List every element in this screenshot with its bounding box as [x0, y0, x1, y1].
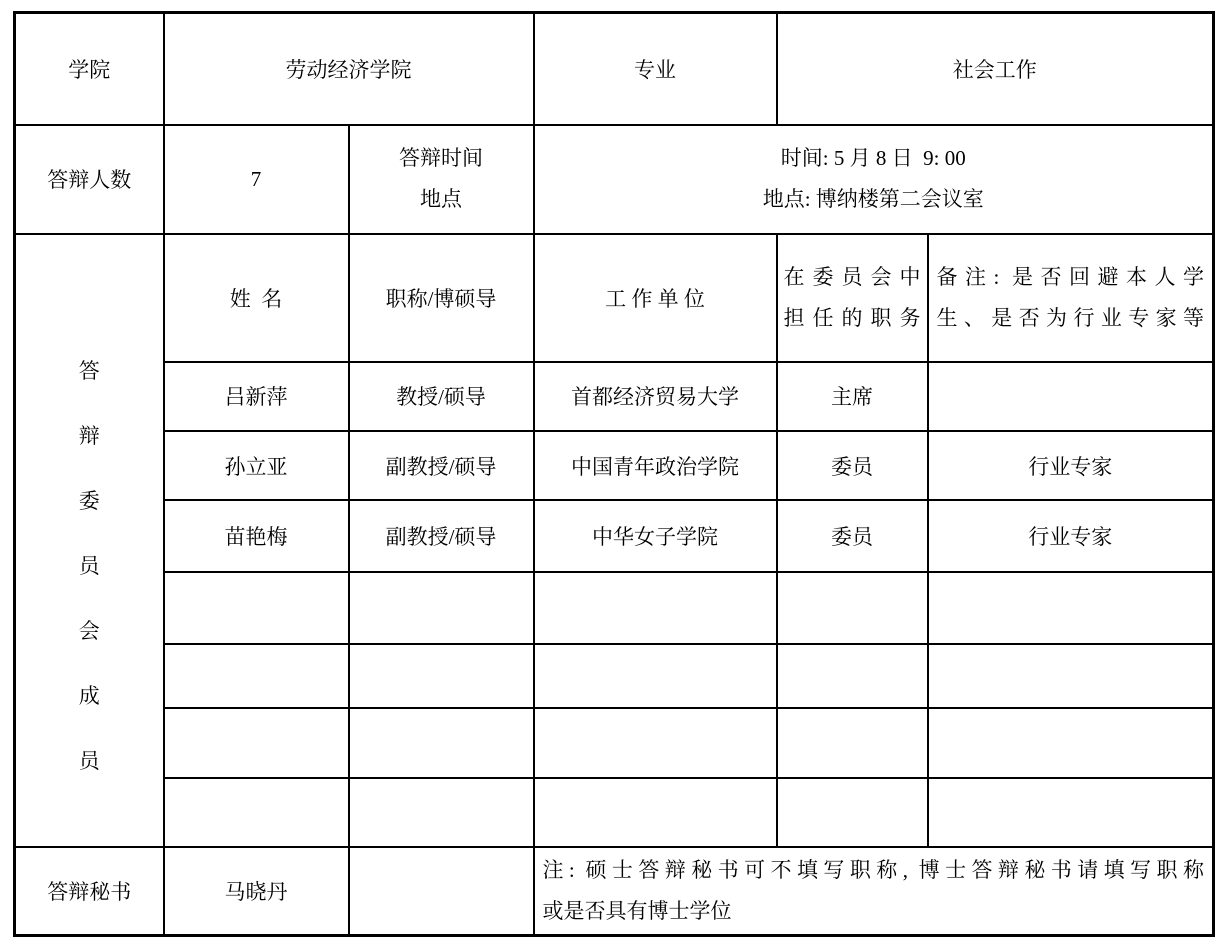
header-workplace-cell: 工 作 单 位 — [534, 234, 777, 362]
member-remark-cell[interactable] — [928, 778, 1214, 847]
secretary-label-cell: 答辩秘书 — [15, 847, 164, 935]
member-title-cell[interactable] — [349, 708, 534, 777]
member-workplace-cell[interactable] — [534, 708, 777, 777]
major-label-cell: 专业 — [534, 13, 777, 125]
member-row — [15, 778, 1214, 847]
member-role-cell[interactable] — [777, 778, 928, 847]
member-remark-cell[interactable] — [928, 362, 1214, 431]
member-name-cell[interactable] — [164, 644, 349, 709]
secretary-name-cell[interactable]: 马晓丹 — [164, 847, 349, 935]
member-name-cell[interactable] — [164, 778, 349, 847]
member-title-cell[interactable]: 副教授/硕导 — [349, 431, 534, 500]
secretary-note-cell: 注: 硕士答辩秘书可不填写职称, 博士答辩秘书请填写职称 或是否具有博士学位 — [534, 847, 1214, 935]
member-row — [15, 362, 1214, 431]
member-remark-cell[interactable]: 行业专家 — [928, 431, 1214, 500]
defense-count-value-cell[interactable]: 7 — [164, 125, 349, 234]
member-row — [15, 644, 1214, 709]
time-place-label-cell: 答辩时间 地点 — [349, 125, 534, 234]
member-row — [15, 708, 1214, 777]
member-row — [15, 500, 1214, 572]
college-value-cell[interactable]: 劳动经济学院 — [164, 13, 534, 125]
member-remark-cell[interactable]: 行业专家 — [928, 500, 1214, 572]
member-name-cell[interactable]: 吕新萍 — [164, 362, 349, 431]
committee-header-row — [15, 234, 1214, 362]
member-title-cell[interactable]: 教授/硕导 — [349, 362, 534, 431]
header-remark-cell: 备注: 是否回避本人学 生、是否为行业专家等 — [928, 234, 1214, 362]
member-title-cell[interactable] — [349, 572, 534, 644]
secretary-row — [15, 847, 1214, 935]
member-workplace-cell[interactable] — [534, 644, 777, 709]
member-remark-cell[interactable] — [928, 572, 1214, 644]
member-remark-cell[interactable] — [928, 708, 1214, 777]
member-title-cell[interactable]: 副教授/硕导 — [349, 500, 534, 572]
header-name-cell: 姓 名 — [164, 234, 349, 362]
member-remark-cell[interactable] — [928, 644, 1214, 709]
member-role-cell[interactable] — [777, 708, 928, 777]
member-title-cell[interactable] — [349, 644, 534, 709]
college-label-cell: 学院 — [15, 13, 164, 125]
member-workplace-cell[interactable] — [534, 778, 777, 847]
defense-info-row — [15, 125, 1214, 234]
member-name-cell[interactable]: 苗艳梅 — [164, 500, 349, 572]
member-role-cell[interactable] — [777, 644, 928, 709]
member-name-cell[interactable] — [164, 572, 349, 644]
header-title-cell: 职称/博硕导 — [349, 234, 534, 362]
member-workplace-cell[interactable]: 中国青年政治学院 — [534, 431, 777, 500]
time-place-value-cell[interactable]: 时间: 5 月 8 日 9: 00 地点: 博纳楼第二会议室 — [534, 125, 1214, 234]
member-row — [15, 572, 1214, 644]
secretary-title-cell[interactable] — [349, 847, 534, 935]
member-name-cell[interactable] — [164, 708, 349, 777]
header-role-cell: 在委员会中 担任的职务 — [777, 234, 928, 362]
member-row — [15, 431, 1214, 500]
school-row — [15, 13, 1214, 125]
member-name-cell[interactable]: 孙立亚 — [164, 431, 349, 500]
defense-committee-table — [13, 11, 1215, 937]
member-workplace-cell[interactable]: 首都经济贸易大学 — [534, 362, 777, 431]
member-role-cell[interactable]: 委员 — [777, 431, 928, 500]
member-role-cell[interactable]: 委员 — [777, 500, 928, 572]
committee-side-label: 答辩委员会成员 — [78, 358, 100, 774]
member-workplace-cell[interactable]: 中华女子学院 — [534, 500, 777, 572]
major-value-cell[interactable]: 社会工作 — [777, 13, 1214, 125]
member-workplace-cell[interactable] — [534, 572, 777, 644]
member-title-cell[interactable] — [349, 778, 534, 847]
member-role-cell[interactable]: 主席 — [777, 362, 928, 431]
member-role-cell[interactable] — [777, 572, 928, 644]
committee-side-label-cell — [15, 234, 164, 848]
defense-count-label-cell: 答辩人数 — [15, 125, 164, 234]
